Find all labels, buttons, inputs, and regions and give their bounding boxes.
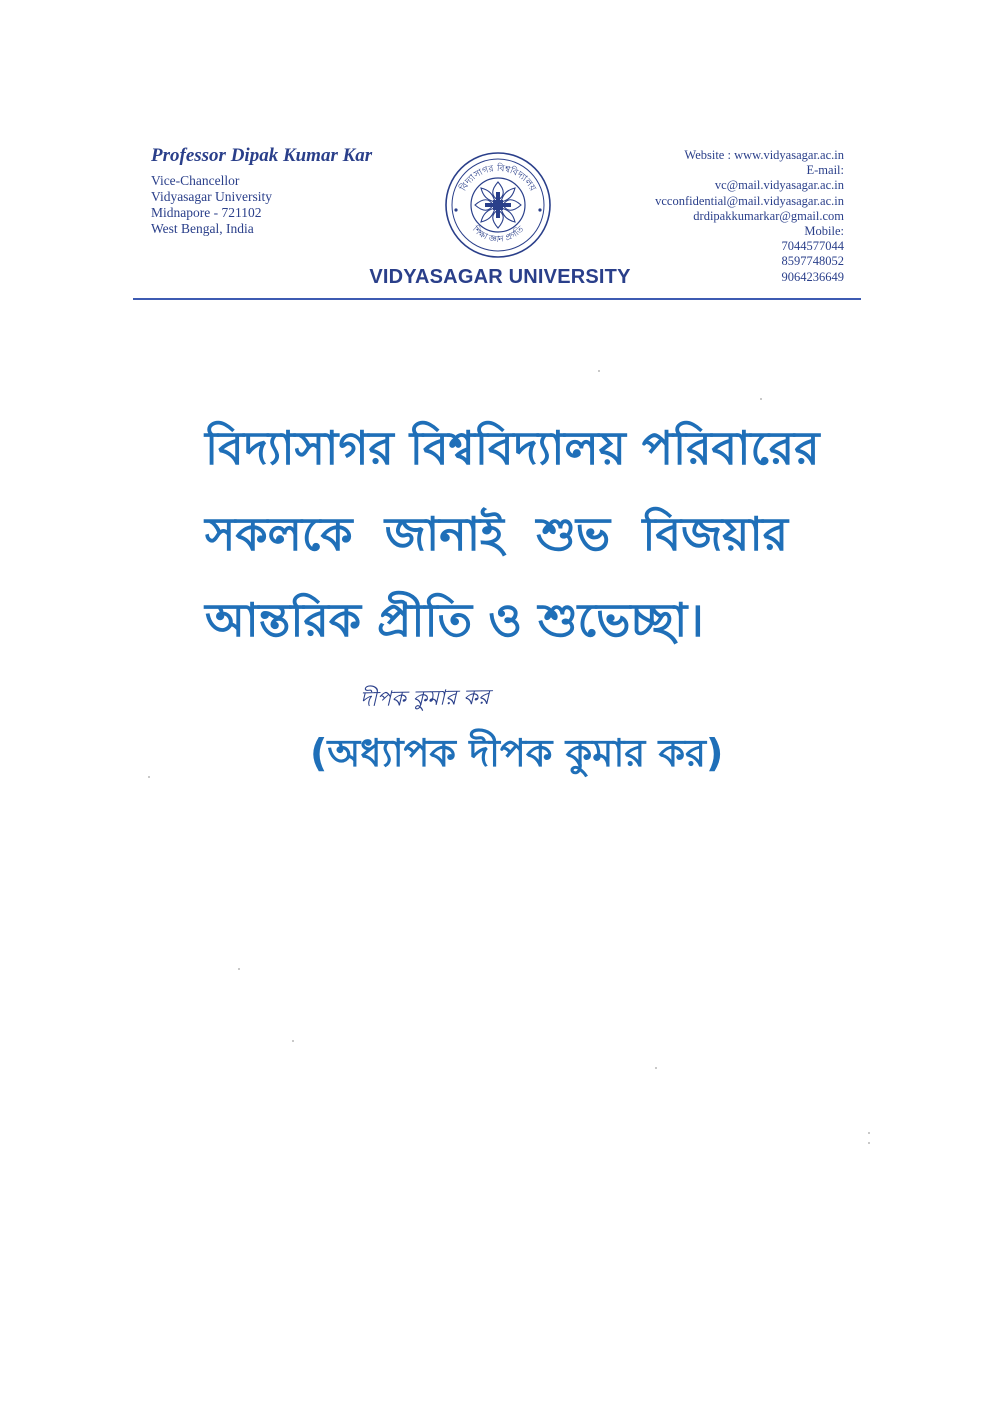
scan-speck <box>148 776 150 778</box>
scan-speck <box>868 1132 870 1134</box>
greeting-line: সকলকে জানাই শুভ বিজয়ার <box>205 507 788 561</box>
mobile-number: 7044577044 <box>781 239 844 254</box>
svg-text:শিক্ষা জ্ঞান প্রগতি <box>469 223 526 245</box>
signatory-name: (অধ্যাপক দীপক কুমার কর) <box>310 731 724 775</box>
university-name: VIDYASAGAR UNIVERSITY <box>369 266 631 288</box>
header-divider <box>133 298 861 300</box>
scan-speck <box>598 370 600 372</box>
mobile-number: 9064236649 <box>781 269 844 284</box>
greeting-line: বিদ্যাসাগর বিশ্ববিদ্যালয় পরিবারের <box>205 421 820 475</box>
sender-institution: Vidyasagar University <box>151 189 273 204</box>
scan-speck <box>655 1067 657 1069</box>
scan-speck <box>868 1142 870 1144</box>
handwritten-signature: দীপক কুমার কর <box>359 684 490 712</box>
greeting-line: আন্তরিক প্রীতি ও শুভেচ্ছা। <box>205 593 704 647</box>
mobile-number: 8597748052 <box>781 254 844 269</box>
email-line: vcconfidential@mail.vidyasagar.ac.in <box>655 193 844 208</box>
sender-designation: Vice-Chancellor <box>151 173 240 188</box>
contact-block <box>655 148 844 285</box>
scan-speck <box>238 968 240 970</box>
website-line: Website : www.vidyasagar.ac.in <box>684 148 844 162</box>
sender-city: Midnapore - 721102 <box>151 205 262 220</box>
greeting-message <box>205 405 820 663</box>
sender-block <box>151 145 372 237</box>
scan-speck <box>292 1040 294 1042</box>
mobile-heading: Mobile: <box>804 224 844 239</box>
sender-state: West Bengal, India <box>151 221 254 236</box>
sender-name: Professor Dipak Kumar Kar <box>151 145 373 166</box>
seal-bottom-text: শিক্ষা জ্ঞান প্রগতি <box>470 224 526 246</box>
university-seal-logo <box>443 150 553 260</box>
email-line: vc@mail.vidyasagar.ac.in <box>714 178 844 193</box>
email-heading: E-mail: <box>806 163 844 178</box>
email-line: drdipakkumarkar@gmail.com <box>693 208 844 223</box>
scan-speck <box>760 398 762 400</box>
seal-top-text: বিদ্যাসাগর বিশ্ববিদ্যালয় <box>458 163 538 194</box>
